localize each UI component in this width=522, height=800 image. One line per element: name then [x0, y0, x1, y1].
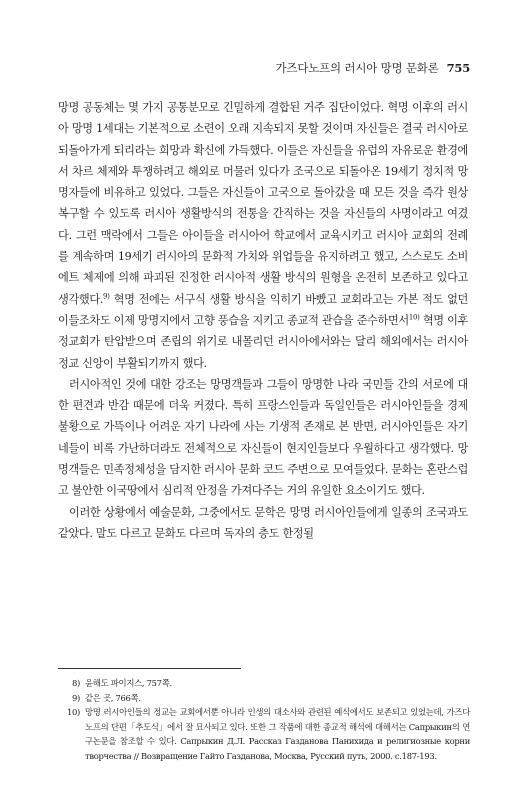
footnote-text: 같은 곳, 766쪽. [85, 692, 141, 703]
footnote-number: 10) [66, 707, 80, 718]
page-number: 755 [446, 61, 470, 75]
footnote-text: 윤해도 파이지스, 757쪽. [85, 678, 172, 688]
paragraph-2: 러시아적인 것에 대한 강조는 망명객들과 그들이 망명한 나라 국민들 간의 서로에 대한 편견과 반감 때문에 더욱 커졌다. 특히 프랑스인들과 독일인들은 러시아인들을 경제 불황으로 가뜩이나 어려운 자기 나라에 사는 기생적 존재로 본 반면, 러시아인들은 자기네들이 비록 가난하더라도 전체적으로 자신들이 현지인들보다 우월하다고 생각했다. 망명객들은 민족정체성을 담지한 러시아 문화 코드 주변으로 모여들었다. 문화는 혼란스럽고 불안한 이국땅에서 심리적 안정을 가져다주는 거의 유일한 요소이기도 했다. [58, 377, 468, 498]
paragraph-1-text-end: 혁명 이후 정교회가 탄압받으며 존립의 위기로 내몰리던 러시아에서와는 달리 해외에서는 러시아 정교 신앙이 부활되기까지 했다. [58, 313, 468, 370]
footnote-ref-9[interactable]: 9) [103, 291, 110, 300]
paragraph-1-text: 망명 공동체는 몇 가지 공통분모로 긴밀하게 결합된 거주 집단이었다. 혁명 이후의 러시아 망명 1세대는 기본적으로 소련이 오래 지속되지 못할 것이며 자신들은 결국 러시아로 되돌아가게 되리라는 희망과 확신에 가득했다. 이들은 자신들을 유럽의 자유로운 환경에서 차르 체제와 투쟁하려고 해외로 머물러 있다가 조국으로 되돌아온 19세기 정치적 망명자들에 비유하고 있었다. 그들은 자신들이 고국으로 돌아갔을 때 모든 것을 즉각 원상 복구할 수 있도록 러시아 생활방식의 전통을 간직하는 것을 자신들의 사명이라고 여겼다. 그런 맥락에서 그들은 아이들을 러시아어 학교에서 교육시키고 러시아 교회의 전례를 계속하며 19세기 러시아의 문화적 가치와 위업들을 유지하려고 했고, 스스로도 소비에트 체제에 의해 파괴된 진정한 러시아적 생활 방식의 원형을 온전히 보존하고 있다고 생각했다. [58, 101, 468, 306]
footnote-separator [58, 668, 241, 669]
paragraph-1-text-cont: 혁명 전에는 서구식 생활 방식을 익히기 바빴고 교회라고는 가본 적도 없던 이들조차도 이제 망명지에서 고향 풍습을 지키고 종교적 관습을 준수하면서 [58, 292, 468, 327]
footnote-text: 망명 러시아인들의 정교는 교회에서뿐 아니라 인생의 대소사와 관련된 예식에서도 보존되고 있었는데, 가즈다노프의 단편「추도식」에서 잘 묘사되고 있다. 또한 그 작품에 대한 종교적 해석에 대해서는 Сапрыкин의 연구논문을 참조할 수 있다. Сапрыкин Д.Л. Рассказ Газданова Панихида и религиозные корни творчества // Возвращение Гайто Газданова, Москва, Русский путь, 2000. с.187-193. [85, 707, 470, 761]
footnote-number: 9) [72, 692, 80, 703]
footnote-10 [58, 705, 470, 763]
footnote-8 [58, 676, 470, 691]
footnote-number: 8) [72, 678, 80, 688]
running-header [276, 60, 471, 76]
paragraph-3: 이러한 상황에서 예술문화, 그중에서도 문학은 망명 러시아인들에게 일종의 조국과도 같았다. 말도 다르고 문화도 다르며 독자의 층도 한정될 [58, 505, 468, 540]
footnote-9 [58, 691, 470, 706]
body-text [58, 97, 468, 544]
paragraph-1 [58, 97, 468, 374]
running-title: 가즈다노프의 러시아 망명 문화론 [275, 61, 439, 75]
footnotes [58, 676, 470, 764]
footnote-ref-10[interactable]: 10) [408, 313, 420, 322]
